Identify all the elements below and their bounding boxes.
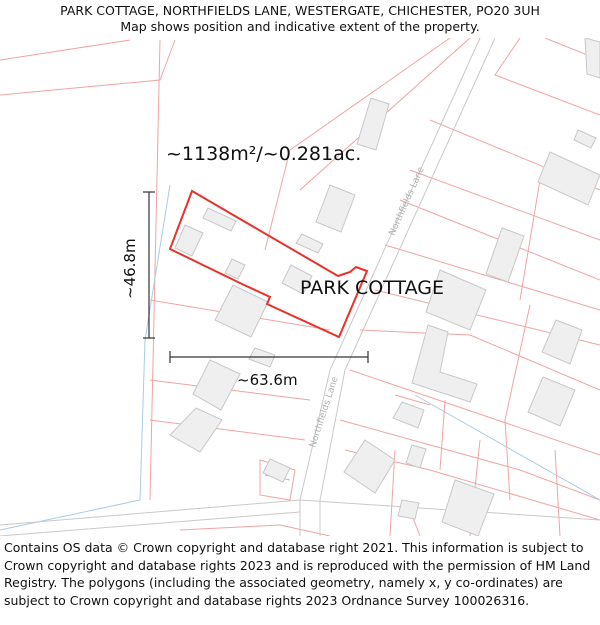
road-label-upper: Northfields Lane <box>387 165 427 238</box>
property-address: PARK COTTAGE, NORTHFIELDS LANE, WESTERGATE, CHICHESTER, PO20 3UH <box>60 3 540 18</box>
road-label-lower: Northfields Lane <box>308 375 341 449</box>
width-label: ~63.6m <box>237 371 298 389</box>
property-name-label: PARK COTTAGE <box>300 277 444 299</box>
height-label: ~46.8m <box>121 238 139 299</box>
map-attribution: Contains OS data © Crown copyright and database right 2021. This information is subject to Crown copyright and database rights 2023 and is reproduced with the permission of HM Land Registry. The polygons (including the associated geometry, namely x, y co-ordinates) are subject to Crown copyright and database rights 2023 Ordnance Survey 100026316. <box>4 540 591 608</box>
area-label: ~1138m²/~0.281ac. <box>166 143 362 165</box>
height-dimension <box>143 192 155 338</box>
map-canvas[interactable] <box>0 38 600 536</box>
map-header <box>0 0 600 38</box>
map-subtitle: Map shows position and indicative extent of the property. <box>120 19 480 34</box>
